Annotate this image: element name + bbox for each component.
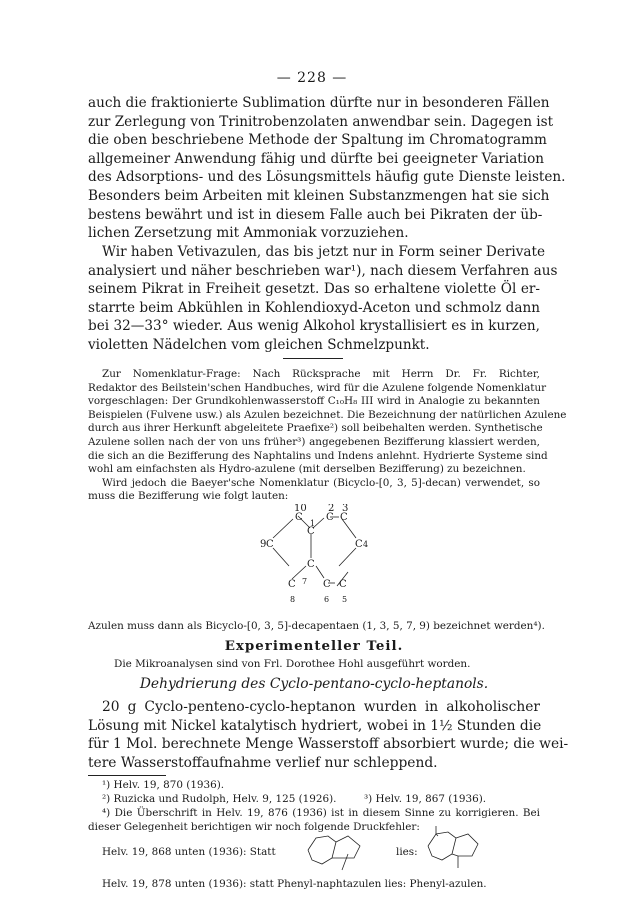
- text-line: violetten Nädelchen vom gleichen Schmelzpunkt.: [88, 336, 430, 353]
- atom-label-1: 1: [310, 519, 316, 528]
- text-line: zur Zerlegung von Trinitrobenzolaten anwendbar sein. Dagegen ist: [88, 113, 554, 130]
- erratum-correct-structure-diagram: [422, 824, 496, 872]
- text-line: Besonders beim Arbeiten mit kleinen Substanzmengen hat sie sich: [88, 187, 550, 204]
- erratum-1-text: Helv. 19, 868 unten (1936): Statt: [102, 846, 276, 858]
- text-line: die sich an die Bezifferung des Naphtalins und Indens anlehnt. Hydrierte Systeme sind: [88, 449, 548, 462]
- separator-rule: [283, 358, 343, 359]
- page-number: — 228 —: [276, 70, 348, 86]
- text-line: die oben beschriebene Methode der Spaltung im Chromatogramm: [88, 132, 547, 149]
- atom-c: C: [307, 559, 315, 570]
- atom-label-8: 8: [290, 595, 296, 604]
- nomenclature-note: [88, 368, 567, 504]
- text-line: Wir haben Vetivazulen, das bis jetzt nur in Form seiner Derivate: [102, 244, 546, 260]
- caption-text: Azulen muss dann als Bicyclo-[0, 3, 5]-decapentaen (1, 3, 5, 7, 9) bezeichnet werden⁴).: [88, 620, 545, 632]
- atom-c: C: [339, 579, 347, 590]
- text-line: starrte beim Abkühlen in Kohlendioxyd-Aceton und schmolz dann: [88, 299, 540, 316]
- atom-c: C: [355, 539, 363, 550]
- atom-c: C: [326, 512, 334, 523]
- erratum-2-text: Helv. 19, 878 unten (1936): statt Phenyl-naphtazulen lies: Phenyl-azulen.: [102, 878, 487, 890]
- text-line: für 1 Mol. berechnete Menge Wasserstoff absorbiert wurde; die wei-: [88, 736, 569, 753]
- atom-label-7: 7: [302, 577, 308, 586]
- text-line: bestens bewährt und ist in diesem Falle auch bei Pikraten der üb-: [88, 206, 543, 223]
- text-line: Redaktor des Beilstein'schen Handbuches, wird für die Azulene folgende Nomenklatur: [88, 381, 547, 394]
- paragraph-sublimation: [88, 94, 566, 243]
- atom-label-10: 10: [294, 504, 307, 514]
- paragraph-vetivazulen: [88, 243, 558, 355]
- text-line: Die Mikroanalysen sind von Frl. Dorothee Hohl ausgeführt worden.: [114, 658, 471, 670]
- text-line: bei 32—33° wieder. Aus wenig Alkohol krystallisiert es in kurzen,: [88, 318, 540, 335]
- microanalysis-note: [88, 658, 540, 672]
- footnote-3: ³) Helv. 19, 867 (1936).: [364, 793, 487, 805]
- section-title-dehydrierung: Dehydrierung des Cyclo-pentano-cyclo-heptanols.: [139, 676, 489, 692]
- text-line: ⁴) Die Überschrift in Helv. 19, 876 (1936) ist in diesem Sinne zu korrigieren. Bei: [102, 807, 540, 819]
- atom-label-4: 4: [363, 540, 369, 549]
- footnote-1: ¹) Helv. 19, 870 (1936).: [102, 779, 225, 791]
- text-line: Lösung mit Nickel katalytisch hydriert, wobei in 1½ Stunden die: [88, 717, 542, 734]
- atom-label-9: 9: [260, 539, 267, 550]
- text-line: 20 g Cyclo-penteno-cyclo-heptanon wurden in alkoholischer: [102, 699, 540, 715]
- atom-c: C: [307, 526, 315, 537]
- text-line: Azulene sollen nach der von uns früher³) angegebenen Bezifferung klassiert werden,: [88, 435, 540, 448]
- text-line: tere Wasserstoffaufnahme verlief nur schleppend.: [88, 754, 438, 771]
- text-line: durch aus ihrer Herkunft abgeleitete Praefixe²) soll beibehalten werden. Synthetische: [88, 422, 543, 435]
- atom-c: C: [288, 579, 296, 590]
- atom-label-6: 6: [324, 595, 330, 604]
- text-line: analysiert und näher beschrieben war¹), nach diesem Verfahren aus: [88, 262, 558, 279]
- bicyclo-structure-diagram: [240, 504, 390, 616]
- text-line: dieser Gelegenheit berichtigen wir noch folgende Druckfehler:: [88, 820, 420, 833]
- text-line: des Adsorptions- und des Lösungsmittels häufig gute Dienste leisten.: [88, 169, 566, 186]
- atom-c: C: [340, 512, 348, 523]
- text-line: vorgeschlagen: Der Grundkohlenwasserstoff C₁₀H₈ III wird in Analogie zu bekannten: [88, 395, 540, 408]
- text-line: allgemeiner Anwendung fähig und dürfte bei geeigneter Variation: [88, 150, 545, 167]
- erratum-wrong-structure-diagram: [302, 828, 376, 874]
- text-line: auch die fraktionierte Sublimation dürfte nur in besonderen Fällen: [88, 95, 550, 111]
- azulen-caption: [88, 620, 545, 634]
- atom-label-5: 5: [342, 595, 348, 604]
- text-line: wohl am einfachsten als Hydro-azulene (mit derselben Bezifferung) zu bezeichnen.: [88, 463, 526, 476]
- atom-label-3: 3: [342, 504, 349, 514]
- atom-c: C: [295, 512, 303, 523]
- atom-label-2: 2: [328, 504, 335, 514]
- footnote-rule: [88, 775, 166, 776]
- text-line: seinem Pikrat in Freiheit gesetzt. Das so erhaltene violette Öl er-: [88, 281, 540, 298]
- section-heading-experimental: Experimenteller Teil.: [224, 638, 404, 654]
- text-line: Zur Nomenklatur-Frage: Nach Rücksprache mit Herrn Dr. Fr. Richter,: [102, 368, 540, 380]
- text-line: Beispielen (Fulvene usw.) als Azulen bezeichnet. Die Bezeichnung der natürlichen Azulene: [88, 408, 567, 421]
- text-line: lichen Zersetzung mit Ammoniak vorzuziehen.: [88, 225, 409, 242]
- erratum-1-lies: lies:: [396, 846, 418, 858]
- atom-c: C: [323, 579, 331, 590]
- text-line: Wird jedoch die Baeyer'sche Nomenklatur (Bicyclo-[0, 3, 5]-decan) verwendet, so: [102, 476, 540, 489]
- paragraph-dehydrierung: [88, 698, 569, 772]
- atom-c: C: [266, 539, 274, 550]
- text-line: muss die Bezifferung wie folgt lauten:: [88, 490, 289, 503]
- footnote-2: ²) Ruzicka und Rudolph, Helv. 9, 125 (1926).: [102, 793, 337, 805]
